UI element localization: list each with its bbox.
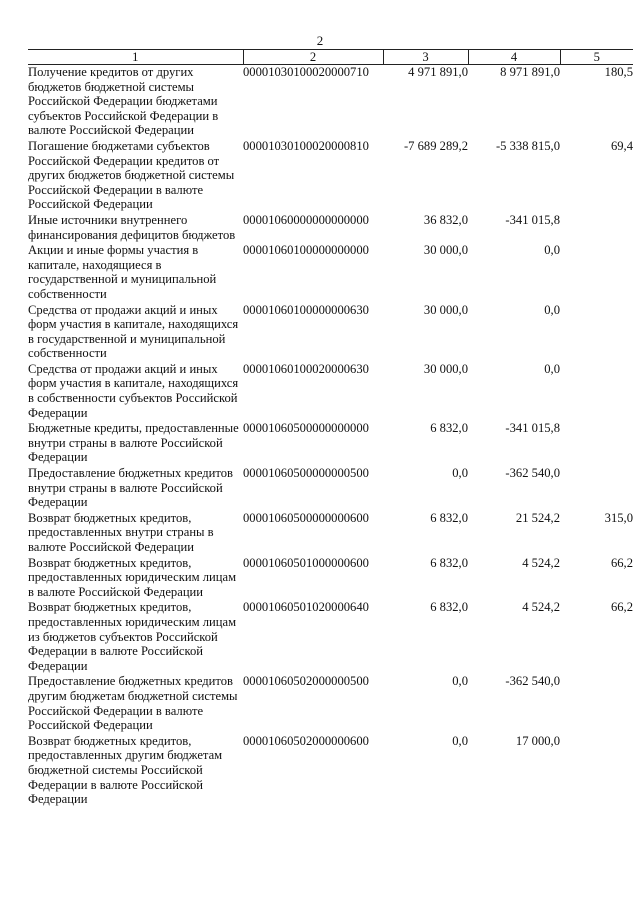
row-value-col4: -362 540,0 [505, 674, 560, 689]
table-row [28, 600, 633, 674]
table-row [28, 65, 633, 139]
budget-sources-table [28, 49, 633, 808]
column-header-3: 3 [383, 50, 468, 65]
table-row [28, 139, 633, 213]
row-value-col5 [560, 213, 633, 243]
column-header-4: 4 [468, 50, 560, 65]
row-value-col3: 6 832,0 [430, 421, 468, 436]
row-value-col3: 0,0 [452, 674, 468, 689]
row-name: Возврат бюджетных кредитов, предоставленных юридическим лицам в валюте Российской Федерации [28, 555, 237, 599]
row-name: Возврат бюджетных кредитов, предоставленных внутри страны в валюте Российской Федерации [28, 510, 214, 554]
row-name: Бюджетные кредиты, предоставленные внутри страны в валюте Российской Федерации [28, 421, 239, 465]
row-value-col5 [560, 421, 633, 466]
row-value-col5: 180,5 [604, 65, 633, 79]
row-value-col4: -341 015,8 [505, 421, 560, 436]
row-code: 00001060100000000000 [243, 243, 369, 258]
row-code: 00001060100020000630 [243, 361, 369, 376]
row-value-col4: 4 524,2 [522, 600, 560, 615]
table-row [28, 303, 633, 362]
row-name: Предоставление бюджетных кредитов внутри страны в валюте Российской Федерации [28, 466, 233, 510]
row-value-col4: 17 000,0 [515, 733, 560, 748]
table-row [28, 674, 633, 733]
row-value-col5 [560, 303, 633, 362]
row-value-col4: 4 524,2 [522, 555, 560, 570]
row-name: Иные источники внутреннего финансирования дефицитов бюджетов [28, 212, 236, 242]
row-value-col4: -362 540,0 [505, 466, 560, 481]
column-header-5: 5 [560, 50, 633, 65]
row-value-col3: 0,0 [452, 733, 468, 748]
row-value-col3: 30 000,0 [423, 302, 468, 317]
row-value-col5 [560, 362, 633, 421]
table-row [28, 362, 633, 421]
table-row [28, 466, 633, 511]
row-value-col5: 69,4 [610, 138, 633, 153]
row-value-col3: 4 971 891,0 [408, 65, 468, 79]
row-value-col4: 0,0 [544, 361, 560, 376]
row-name: Акции и иные формы участия в капитале, находящиеся в государственной и муниципальной собственности [28, 243, 217, 301]
row-value-col4: -5 338 815,0 [495, 138, 560, 153]
row-value-col5 [560, 734, 633, 808]
row-code: 00001060501020000640 [243, 600, 369, 615]
row-name: Средства от продажи акций и иных форм участия в капитале, находящихся в государственной и муниципальной собственности [28, 302, 239, 361]
row-code: 00001060100000000630 [243, 302, 369, 317]
row-value-col5: 66,2 [610, 555, 633, 570]
row-value-col5: 66,2 [610, 600, 633, 615]
row-value-col4: 0,0 [544, 302, 560, 317]
row-value-col3: 6 832,0 [430, 510, 468, 525]
table-row [28, 734, 633, 808]
table-header-row [28, 50, 633, 65]
column-header-2: 2 [243, 50, 383, 65]
row-code: 00001060500000000000 [243, 421, 369, 436]
row-code: 00001030100020000810 [243, 138, 369, 153]
row-value-col5 [560, 243, 633, 302]
row-value-col4: 21 524,2 [515, 510, 560, 525]
row-value-col3: 6 832,0 [430, 555, 468, 570]
row-value-col3: 30 000,0 [423, 243, 468, 258]
row-value-col5 [560, 466, 633, 511]
page-number: 2 [316, 33, 324, 48]
table-row [28, 213, 633, 243]
row-value-col4: 8 971 891,0 [500, 65, 560, 79]
row-value-col3: -7 689 289,2 [403, 138, 468, 153]
row-value-col4: -341 015,8 [505, 212, 560, 227]
row-name: Предоставление бюджетных кредитов другим бюджетам бюджетной системы Российской Федерации в валюте Российской Федерации [28, 674, 238, 733]
column-header-1: 1 [28, 50, 243, 65]
row-code: 00001030100020000710 [243, 65, 369, 79]
row-code: 00001060501000000600 [243, 555, 369, 570]
row-code: 00001060500000000500 [243, 466, 369, 481]
row-name: Погашение бюджетами субъектов Российской Федерации кредитов от других бюджетов бюджетной системы Российской Федерации в валюте Российской Федерации [28, 138, 235, 212]
table-row [28, 243, 633, 302]
row-value-col3: 36 832,0 [423, 212, 468, 227]
table-row [28, 556, 633, 601]
row-value-col4: 0,0 [544, 243, 560, 258]
row-value-col3: 30 000,0 [423, 361, 468, 376]
row-code: 00001060000000000000 [243, 212, 369, 227]
row-name: Средства от продажи акций и иных форм участия в капитале, находящихся в собственности субъектов Российской Федерации [28, 361, 239, 420]
table-row [28, 421, 633, 466]
row-value-col3: 0,0 [452, 466, 468, 481]
row-code: 00001060502000000600 [243, 733, 369, 748]
row-value-col5: 315,0 [604, 510, 633, 525]
row-name: Получение кредитов от других бюджетов бюджетной системы Российской Федерации бюджетами субъектов Российской Федерации в валюте Российской Федерации [28, 65, 219, 138]
table-row [28, 511, 633, 556]
row-name: Возврат бюджетных кредитов, предоставленных другим бюджетам бюджетной системы Российской Федерации в валюте Российской Федерации [28, 733, 223, 807]
row-value-col3: 6 832,0 [430, 600, 468, 615]
row-code: 00001060502000000500 [243, 674, 369, 689]
row-value-col5 [560, 674, 633, 733]
row-name: Возврат бюджетных кредитов, предоставленных юридическим лицам из бюджетов субъектов Российской Федерации в валюте Российской Федерации [28, 600, 237, 673]
row-code: 00001060500000000600 [243, 510, 369, 525]
